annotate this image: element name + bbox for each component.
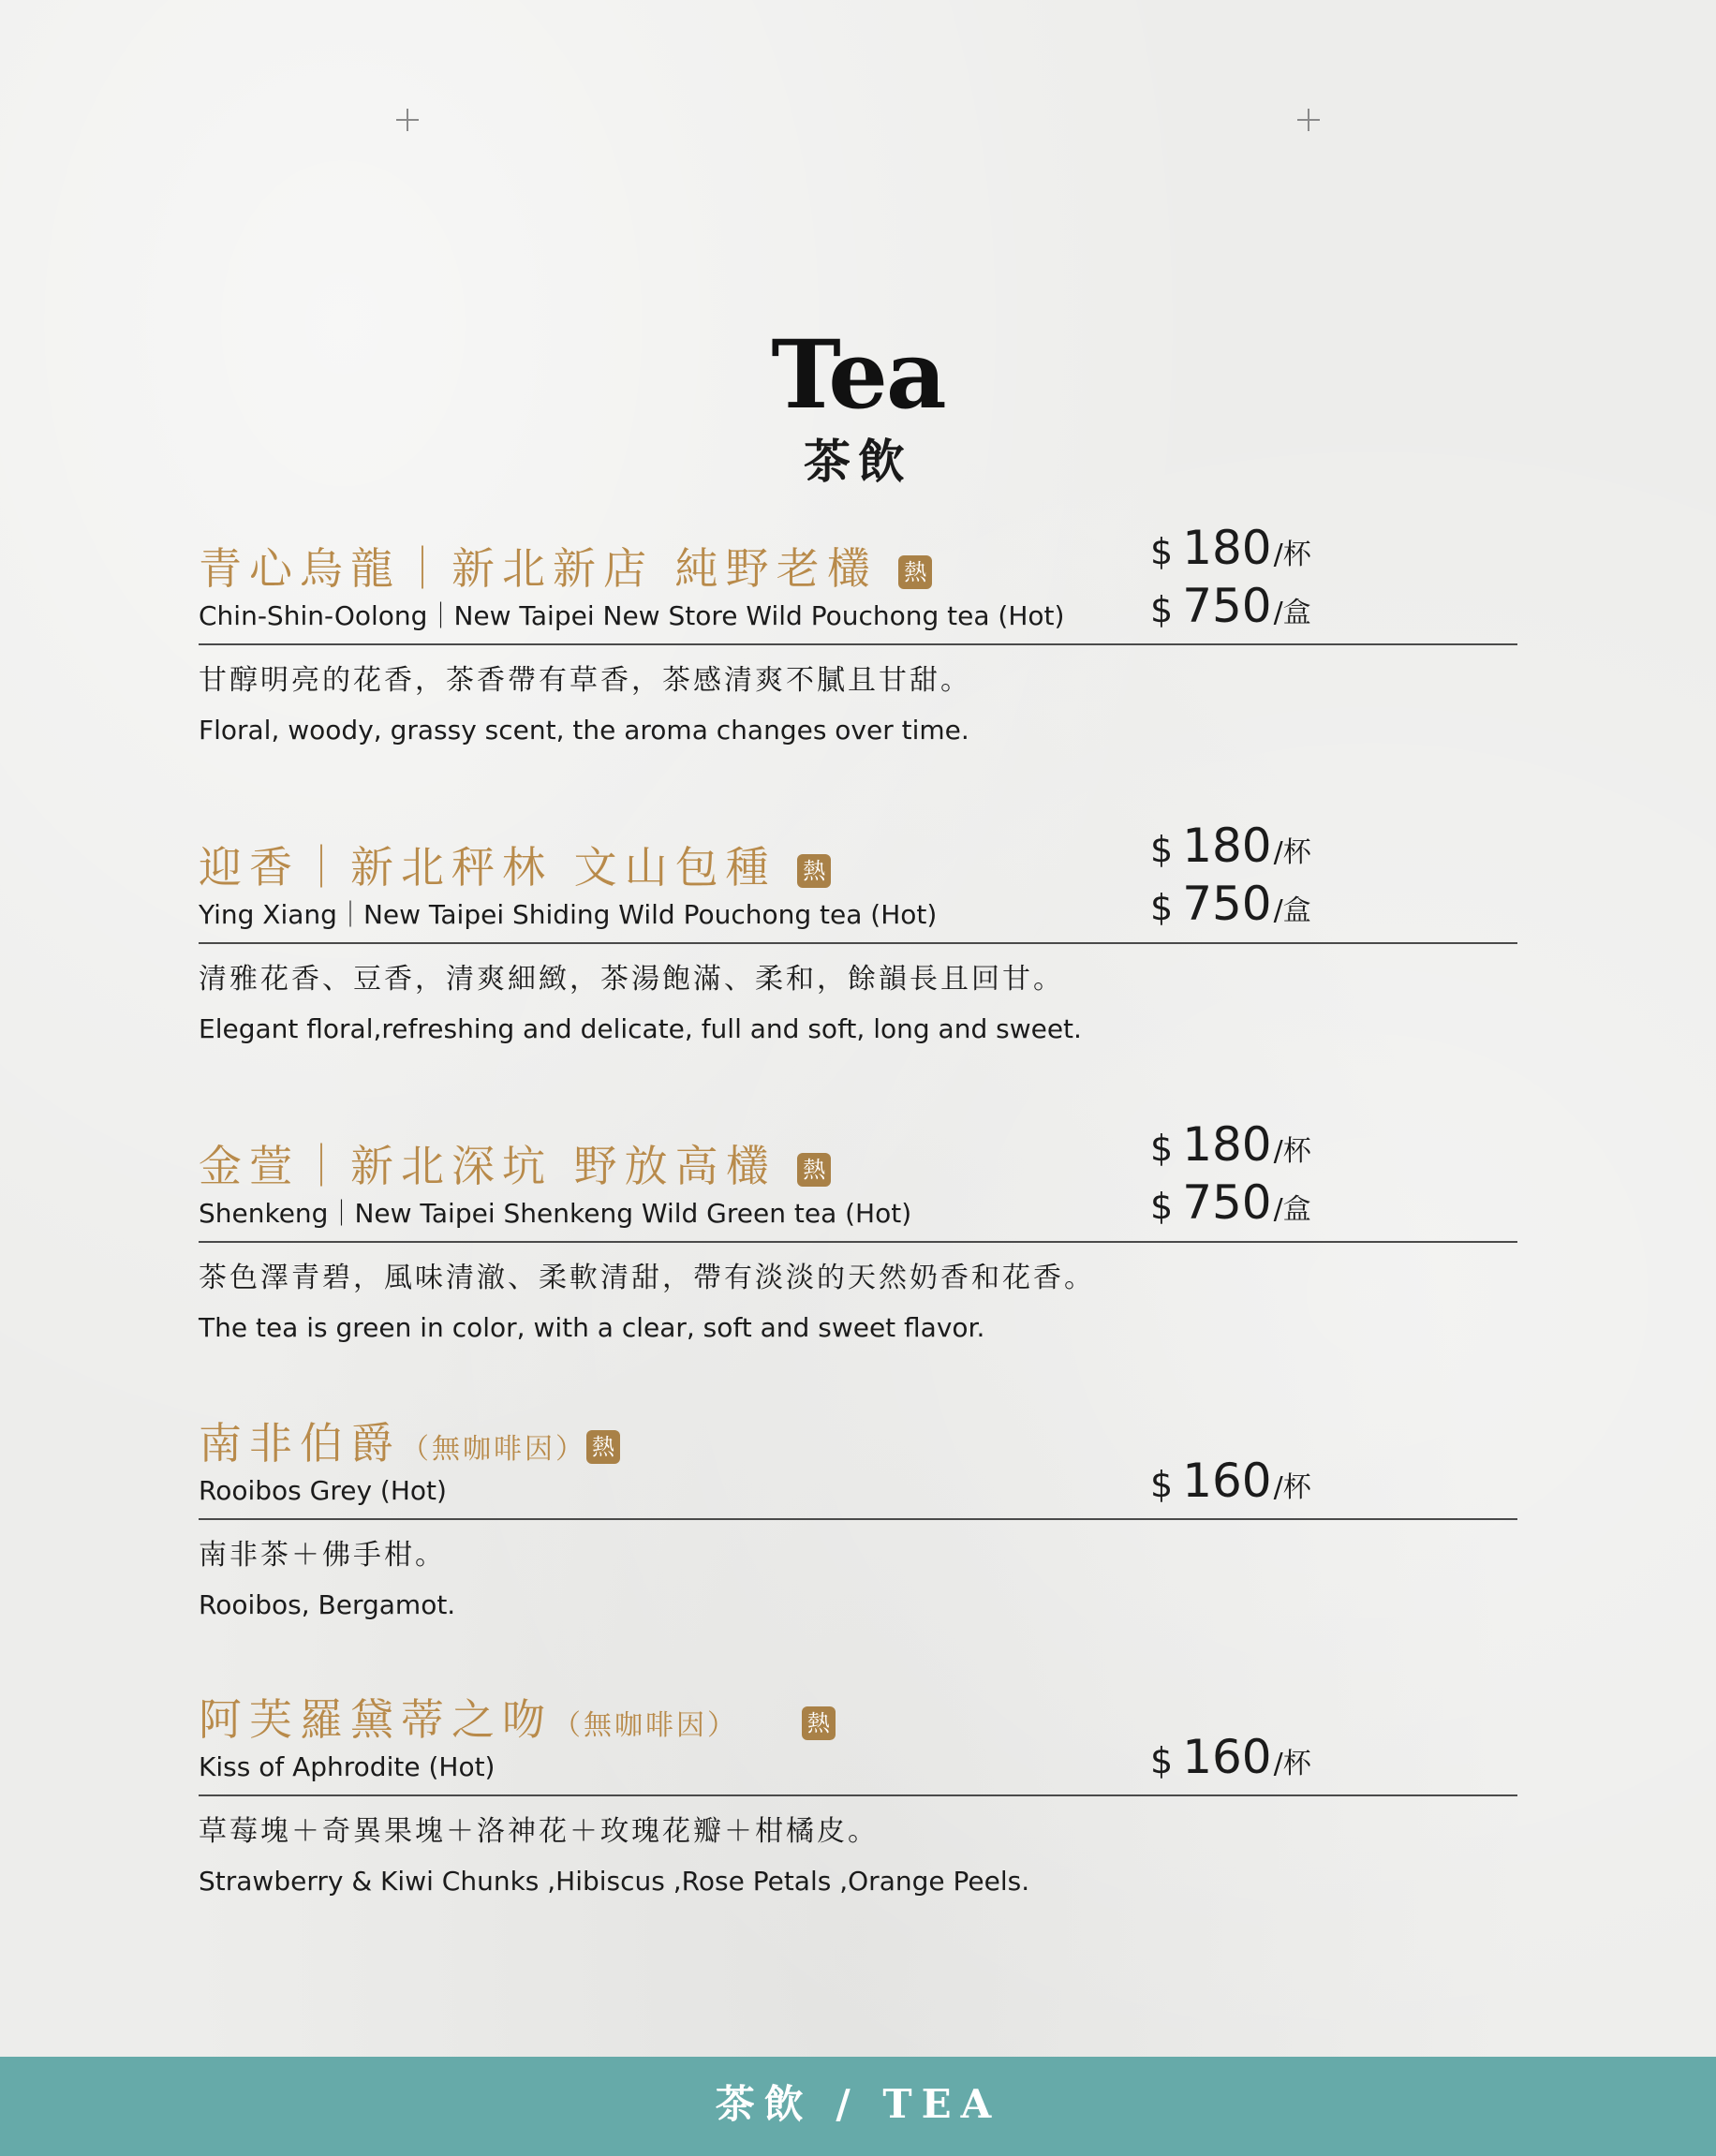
item-name	[199, 1418, 620, 1469]
hot-badge: 熱	[898, 555, 932, 589]
hot-badge: 熱	[802, 1706, 836, 1740]
price-unit: /盒	[1273, 894, 1311, 927]
price-amount: 750	[1182, 1175, 1272, 1230]
price-unit: /杯	[1273, 1748, 1311, 1780]
price-amount: 180	[1182, 521, 1272, 575]
divider	[199, 1241, 1517, 1243]
price-currency: $	[1150, 887, 1174, 928]
price-unit: /盒	[1273, 1193, 1311, 1226]
price-unit: /杯	[1273, 539, 1311, 571]
page-title: Tea	[771, 319, 945, 430]
item-desc-en: Floral, woody, grassy scent, the aroma changes over time.	[199, 715, 969, 746]
item-desc-en: Rooibos, Bergamot.	[199, 1589, 456, 1620]
price-cup	[1150, 1117, 1311, 1172]
item-name-zh: 阿芙羅黛蒂之吻	[199, 1694, 553, 1745]
item-name-en: Kiss of Aphrodite (Hot)	[199, 1751, 496, 1782]
divider	[199, 643, 1517, 645]
price-amount: 160	[1182, 1454, 1272, 1508]
caffeine-free-note: （無咖啡因）	[553, 1709, 738, 1742]
price-currency: $	[1150, 1464, 1174, 1505]
price-cup	[1150, 521, 1311, 575]
item-name-en: Shenkeng｜New Taipei Shenkeng Wild Green tea (Hot)	[199, 1198, 912, 1229]
item-desc-zh: 甘醇明亮的花香，茶香帶有草香，茶感清爽不膩且甘甜。	[199, 664, 971, 697]
price-amount: 750	[1182, 579, 1272, 633]
item-desc-en: The tea is green in color, with a clear, soft and sweet flavor.	[199, 1312, 985, 1343]
hot-badge: 熱	[586, 1430, 620, 1464]
price-currency: $	[1150, 589, 1174, 630]
footer-label: 茶飲 / TEA	[715, 2081, 1001, 2127]
price-unit: /杯	[1273, 836, 1311, 869]
price-unit: /盒	[1273, 597, 1311, 629]
page-subtitle: 茶飲	[804, 434, 912, 489]
price-cup	[1150, 1454, 1311, 1508]
item-name-zh: 南非伯爵	[199, 1418, 401, 1469]
price-unit: /杯	[1273, 1135, 1311, 1168]
price-unit: /杯	[1273, 1471, 1311, 1504]
price-box	[1150, 579, 1311, 633]
item-desc-zh: 南非茶＋佛手柑。	[199, 1539, 446, 1572]
price-box	[1150, 877, 1311, 931]
price-currency: $	[1150, 829, 1174, 870]
footer-bar	[0, 2057, 1716, 2156]
item-name-en: Chin-Shin-Oolong｜New Taipei New Store Wild Pouchong tea (Hot)	[199, 600, 1065, 631]
hot-badge: 熱	[797, 854, 831, 888]
price-amount: 180	[1182, 819, 1272, 873]
item-name-en: Rooibos Grey (Hot)	[199, 1475, 447, 1506]
item-name	[199, 842, 831, 893]
item-desc-zh: 茶色澤青碧，風味清澈、柔軟清甜，帶有淡淡的天然奶香和花香。	[199, 1262, 1095, 1294]
price-amount: 750	[1182, 877, 1272, 931]
item-desc-en: Elegant floral,refreshing and delicate, full and soft, long and sweet.	[199, 1013, 1082, 1044]
hot-badge: 熱	[797, 1153, 831, 1187]
item-name-zh: 青心烏龍｜新北新店 純野老欉	[199, 543, 878, 594]
item-desc-en: Strawberry & Kiwi Chunks ,Hibiscus ,Rose Petals ,Orange Peels.	[199, 1866, 1030, 1897]
item-name-en: Ying Xiang｜New Taipei Shiding Wild Pouchong tea (Hot)	[199, 899, 938, 930]
item-name	[199, 543, 932, 594]
item-desc-zh: 清雅花香、豆香，清爽細緻，茶湯飽滿、柔和，餘韻長且回甘。	[199, 963, 1064, 996]
item-name	[199, 1694, 836, 1745]
item-name-zh: 金萱｜新北深坑 野放高欉	[199, 1141, 777, 1191]
crosshair-mark-right	[1297, 109, 1320, 131]
price-amount: 160	[1182, 1730, 1272, 1784]
price-currency: $	[1150, 1740, 1174, 1781]
price-currency: $	[1150, 531, 1174, 572]
item-name	[199, 1141, 831, 1191]
divider	[199, 1518, 1517, 1520]
price-currency: $	[1150, 1186, 1174, 1227]
divider	[199, 1794, 1517, 1796]
price-cup	[1150, 1730, 1311, 1784]
price-box	[1150, 1175, 1311, 1230]
divider	[199, 942, 1517, 944]
price-currency: $	[1150, 1128, 1174, 1169]
price-amount: 180	[1182, 1117, 1272, 1172]
price-cup	[1150, 819, 1311, 873]
item-desc-zh: 草莓塊＋奇異果塊＋洛神花＋玫瑰花瓣＋柑橘皮。	[199, 1815, 879, 1848]
item-name-zh: 迎香｜新北秤林 文山包種	[199, 842, 777, 893]
crosshair-mark-left	[396, 109, 419, 131]
caffeine-free-note: （無咖啡因）	[401, 1433, 586, 1466]
